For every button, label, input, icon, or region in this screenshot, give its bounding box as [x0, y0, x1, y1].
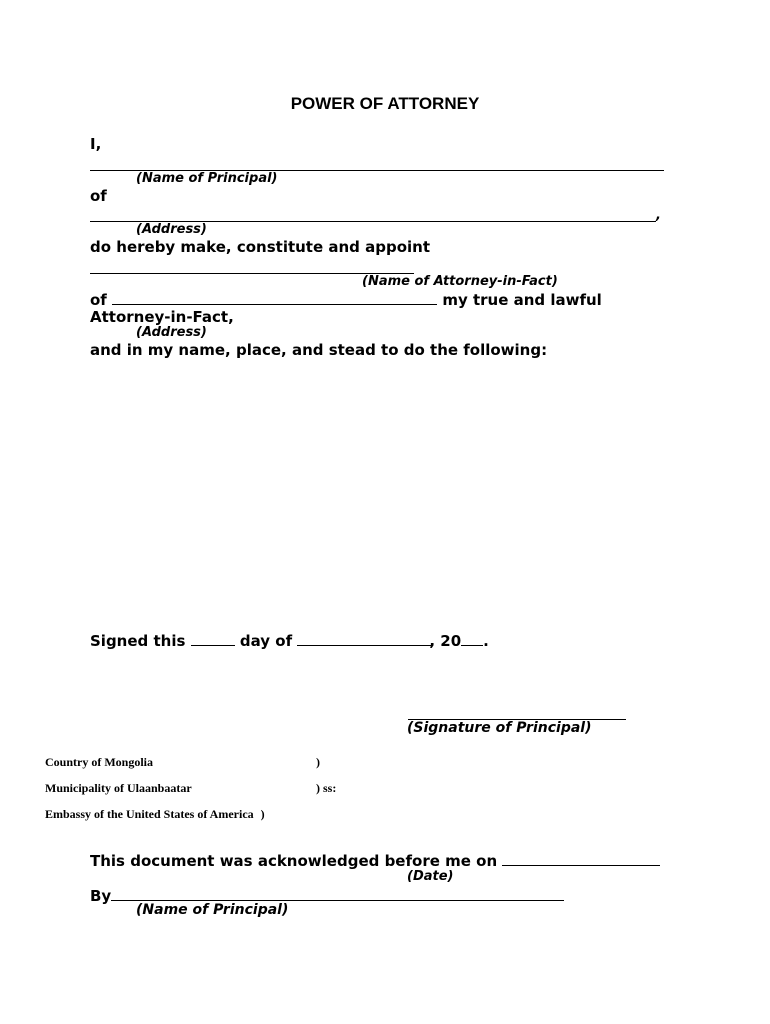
true-and-lawful-text: my true and lawful [442, 291, 602, 309]
venue-country-mark: ) [316, 755, 320, 769]
venue-country: Country of Mongolia [45, 755, 153, 769]
principal-intro: I, [90, 135, 102, 153]
attorney-address-caption: (Address) [136, 325, 207, 340]
principal-address-caption: (Address) [136, 222, 207, 237]
acknowledged-date-blank[interactable] [502, 851, 660, 866]
venue-embassy-mark: ) [260, 807, 265, 821]
of-label: of [90, 187, 107, 205]
stead-text: and in my name, place, and stead to do the following: [90, 341, 548, 359]
appoint-text: do hereby make, constitute and appoint [90, 238, 431, 256]
attorney-in-fact-text: Attorney-in-Fact, [90, 308, 234, 326]
attorney-name-caption: (Name of Attorney-in-Fact) [362, 274, 558, 289]
document-title: POWER OF ATTORNEY [290, 94, 480, 113]
signed-day-of: day of [239, 632, 293, 650]
date-caption: (Date) [407, 869, 454, 884]
venue-embassy-text: Embassy of the United States of America [45, 807, 254, 821]
by-name-blank[interactable] [111, 886, 564, 901]
of-label-2: of [90, 291, 107, 309]
address-comma: , [656, 208, 661, 223]
signed-year-blank[interactable] [461, 631, 483, 646]
attorney-of-line [90, 290, 602, 309]
acknowledged-text: This document was acknowledged before me on [90, 852, 498, 870]
acknowledged-line [90, 851, 660, 870]
signed-prefix: Signed this [90, 632, 186, 650]
signed-day-blank[interactable] [191, 631, 235, 646]
signature-caption: (Signature of Principal) [407, 720, 592, 736]
signed-line [90, 631, 489, 650]
principal-name-caption: (Name of Principal) [136, 171, 278, 186]
venue-municipality: Municipality of Ulaanbaatar [45, 781, 192, 795]
signed-period: . [483, 632, 489, 650]
signed-month-blank[interactable] [297, 631, 433, 646]
by-label: By [90, 887, 112, 905]
venue-embassy [45, 807, 265, 821]
attorney-address-blank[interactable] [112, 290, 437, 305]
by-name-caption: (Name of Principal) [136, 902, 289, 918]
signed-year-prefix: , 20 [429, 632, 462, 650]
venue-municipality-mark: ) ss: [316, 781, 337, 795]
